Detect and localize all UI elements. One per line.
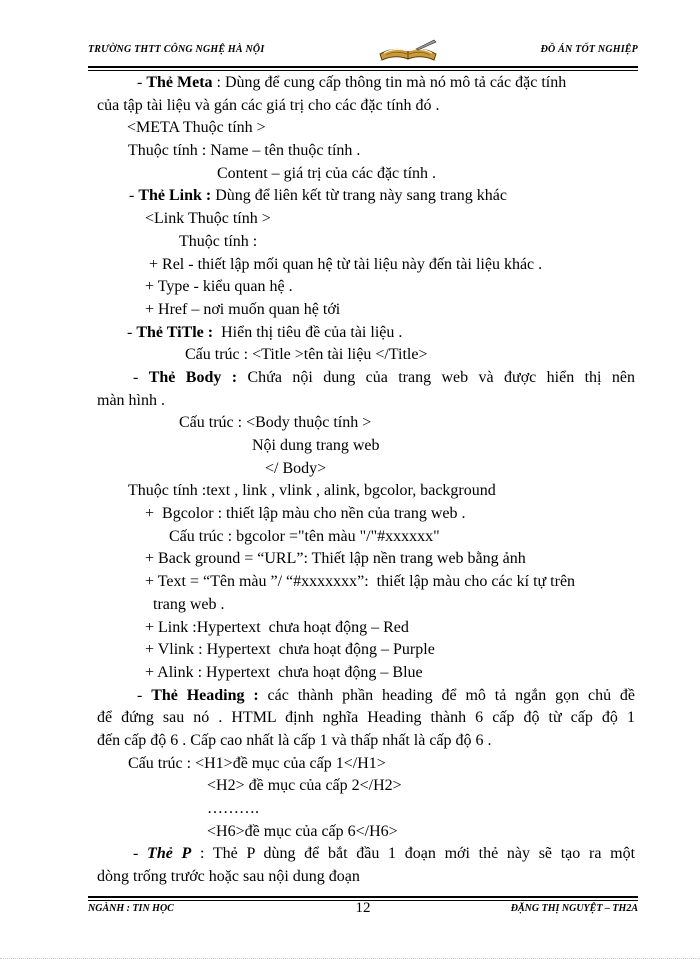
link-description: Dùng để liên kết từ trang này sang trang khác [211, 187, 507, 205]
bullet-dash: - [137, 74, 147, 91]
meta-syntax: <META Thuộc tính > [127, 119, 266, 137]
document-body [97, 72, 635, 889]
body-tag-description: Chứa nội dung của trang web và được hiển thị nên [237, 368, 636, 386]
body-tag-paragraph-line-2: màn hình . [97, 391, 165, 409]
page-footer [88, 900, 638, 922]
link-syntax: <Link Thuộc tính > [145, 210, 271, 228]
bullet-dash: - [133, 368, 149, 386]
link-attr-type: + Type - kiểu quan hệ . [145, 278, 293, 296]
body-attributes: Thuộc tính :text , link , vlink , alink, bgcolor, background [128, 482, 496, 500]
body-attr-link: + Link :Hypertext chưa hoạt động – Red [145, 618, 409, 636]
heading-paragraph-line-3: đến cấp độ 6 . Cấp cao nhất là cấp 1 và thấp nhất là cấp độ 6 . [97, 731, 492, 749]
body-syntax-open: Cấu trúc : <Body thuộc tính > [179, 414, 372, 432]
meta-description: : Dùng để cung cấp thông tin mà nó mô tả các đặc tính [212, 74, 567, 91]
heading-syntax-h6: <H6>đề mục của cấp 6</H6> [207, 822, 398, 840]
title-paragraph [97, 322, 635, 345]
body-syntax-content: Nội dung trang web [252, 437, 380, 454]
p-tag-label: Thẻ P [147, 845, 192, 863]
heading-paragraph-line-1 [97, 685, 635, 708]
p-paragraph-line-1 [97, 843, 635, 866]
body-tag-paragraph-line-1 [97, 367, 635, 390]
body-attr-background: + Back ground = “URL”: Thiết lập nền trang web bằng ảnh [145, 550, 526, 568]
link-paragraph-line-1 [97, 185, 635, 208]
header-project-title: ĐỒ ÁN TỐT NGHIỆP [540, 44, 638, 55]
body-attr-vlink: + Vlink : Hypertext chưa hoạt động – Purple [145, 641, 435, 659]
title-syntax: Cấu trúc : <Title >tên tài liệu </Title> [185, 346, 428, 364]
link-attr-label: Thuộc tính : [179, 232, 258, 250]
page-number: 12 [355, 900, 371, 916]
page-header [88, 38, 638, 66]
header-divider [88, 66, 638, 71]
heading-tag-label: Thẻ Heading : [151, 686, 259, 704]
body-attr-text: + Text = “Tên màu ”/ “#xxxxxxx”: thiết lập màu cho các kí tự trên [145, 573, 576, 591]
body-attr-text-cont: trang web . [153, 595, 225, 613]
body-syntax-close: </ Body> [265, 459, 327, 477]
meta-paragraph-line-1 [97, 72, 635, 95]
body-tag-label: Thẻ Body : [148, 368, 238, 386]
p-paragraph-line-2: dòng trống trước hoặc sau nội dung đoạn [97, 868, 360, 886]
page-edge [0, 958, 700, 959]
meta-paragraph-line-2: của tập tài liệu và gán các giá trị cho các đặc tính đó . [97, 96, 440, 114]
bullet-dash: - [127, 323, 137, 341]
footer-major: NGÀNH : TIN HỌC [88, 903, 174, 914]
body-attr-alink: + Alink : Hypertext chưa hoạt động – Blue [145, 663, 423, 681]
header-school-name: TRƯỜNG THTT CÔNG NGHỆ HÀ NỘI [88, 44, 265, 55]
bullet-dash: - [133, 845, 148, 863]
title-description: Hiển thị tiêu đề của tài liệu . [213, 323, 403, 341]
footer-author: ĐẶNG THỊ NGUYỆT – TH2A [510, 903, 638, 914]
body-bgcolor-syntax: Cấu trúc : bgcolor ="tên màu "/"#xxxxxx" [169, 527, 440, 545]
heading-syntax-h1: Cấu trúc : <H1>đề mục của cấp 1</H1> [128, 754, 386, 772]
link-attr-rel: + Rel - thiết lập mối quan hệ từ tài liệu này đến tài liệu khác . [149, 255, 543, 273]
heading-syntax-ellipsis: ………. [207, 800, 259, 817]
p-description: : Thẻ P dùng để bắt đầu 1 đoạn mới thẻ này sẽ tạo ra một [191, 845, 636, 863]
heading-description: các thành phần heading để mô tả ngắn gọn chủ đề [258, 686, 636, 704]
meta-attr-name: Thuộc tính : Name – tên thuộc tính . [128, 142, 361, 160]
link-tag-label: Thẻ Link : [138, 187, 212, 205]
heading-paragraph-line-2: để đứng sau nó . HTML định nghĩa Heading thành 6 cấp độ từ cấp độ 1 [97, 709, 635, 727]
bullet-dash: - [137, 686, 152, 704]
link-attr-href: + Href – nơi muốn quan hệ tới [145, 300, 341, 318]
body-attr-bgcolor: + Bgcolor : thiết lập màu cho nền của trang web . [145, 505, 466, 523]
meta-attr-content: Content – giá trị của các đặc tính . [217, 164, 437, 182]
meta-tag-label: Thẻ Meta [146, 74, 213, 91]
heading-syntax-h2: <H2> đề mục của cấp 2</H2> [207, 777, 402, 795]
bullet-dash: - [129, 187, 139, 205]
title-tag-label: Thẻ TiTle : [136, 323, 214, 341]
open-book-icon [376, 38, 440, 64]
